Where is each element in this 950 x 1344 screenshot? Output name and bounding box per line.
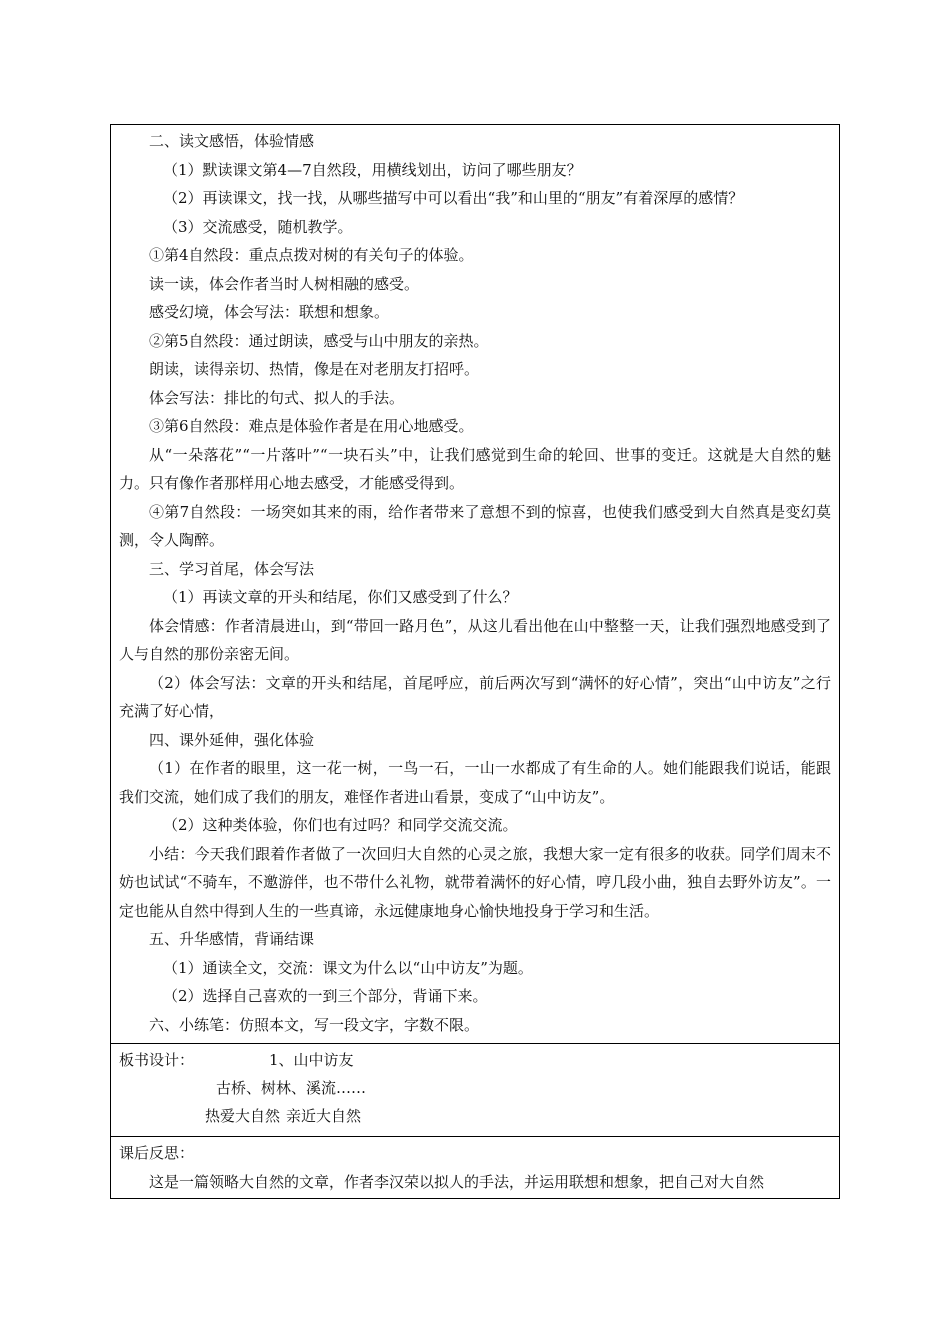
paragraph-line: 朗读，读得亲切、热情，像是在对老朋友打招呼。 <box>149 360 480 378</box>
summary-paragraph: 小结：今天我们跟着作者做了一次回归大自然的心灵之旅，我想大家一定有很多的收获。同学们周末不妨也试试“不骑车，不邀游伴，也不带什么礼物，就带着满怀的好心情，哼几段小曲，独自去野外访友”。一定也能从自然中得到人生的一些真谛，永远健康地身心愉快地投身于学习和生活。 <box>119 844 831 920</box>
board-design-cell <box>111 1044 839 1137</box>
paragraph-line: 感受幻境，体会写法：联想和想象。 <box>149 303 390 321</box>
board-row-3 <box>119 1102 831 1130</box>
board-title: 1、山中访友 <box>269 1051 354 1069</box>
section-heading: 四、课外延伸，强化体验 <box>149 730 315 749</box>
paragraph: （2）体会写法：文章的开头和结尾，首尾呼应，前后两次写到“满怀的好心情”，突出“山中访友”之行充满了好心情， <box>119 673 831 720</box>
board-line-3b: 亲近大自然 <box>286 1107 362 1125</box>
section-heading: 三、学习首尾，体会写法 <box>149 559 315 578</box>
step-line: （1）再读文章的开头和结尾，你们又感受到了什么？ <box>163 588 518 606</box>
board-row-2 <box>119 1074 831 1102</box>
reflection-cell <box>111 1137 839 1198</box>
paragraph: 从“一朵落花”“一片落叶”“一块石头”中，让我们感觉到生命的轮回、世事的变迁。这就是大自然的魅力。只有像作者那样用心地去感受，才能感受得到。 <box>119 445 831 492</box>
section-heading: 二、读文感悟，体验情感 <box>149 132 315 150</box>
paragraph-line: ②第5自然段：通过朗读，感受与山中朋友的亲热。 <box>149 331 489 350</box>
lesson-plan-table <box>110 124 840 1199</box>
paragraph: 体会情感：作者清晨进山，到“带回一路月色”，从这儿看出他在山中整整一天，让我们强烈地感受到了人与自然的那份亲密无间。 <box>119 616 831 663</box>
step-line: （2）再读课文，找一找，从哪些描写中可以看出“我”和山里的“朋友”有着深厚的感情？ <box>163 189 744 207</box>
teaching-process-cell <box>111 125 839 1044</box>
board-row-1 <box>119 1046 831 1074</box>
board-label: 板书设计： <box>119 1051 195 1069</box>
reflection-text: 这是一篇领略大自然的文章，作者李汉荣以拟人的手法，并运用联想和想象，把自己对大自然 <box>149 1172 765 1191</box>
board-line-3 <box>205 1102 361 1130</box>
step-line: （1）通读全文，交流：课文为什么以“山中访友”为题。 <box>163 958 533 977</box>
paragraph: ④第7自然段：一场突如其来的雨，给作者带来了意想不到的惊喜，也使我们感受到大自然真是变幻莫测，令人陶醉。 <box>119 502 831 549</box>
step-line: （2）选择自己喜欢的一到三个部分，背诵下来。 <box>163 987 488 1005</box>
section-heading: 六、小练笔：仿照本文，写一段文字，字数不限。 <box>149 1015 480 1034</box>
paragraph-line: ①第4自然段：重点点拨对树的有关句子的体验。 <box>149 246 474 264</box>
paragraph-line: 体会写法：排比的句式、拟人的手法。 <box>149 388 405 407</box>
board-line-3a: 热爱大自然 <box>205 1107 281 1125</box>
reflection-label: 课后反思： <box>119 1144 195 1162</box>
paragraph-line: 读一读，体会作者当时人树相融的感受。 <box>149 274 420 293</box>
step-line: （2）这种类体验，你们也有过吗？和同学交流交流。 <box>163 816 518 834</box>
section-heading: 五、升华感情，背诵结课 <box>149 930 315 948</box>
paragraph: （1）在作者的眼里，这一花一树，一鸟一石，一山一水都成了有生命的人。她们能跟我们说话，能跟我们交流，她们成了我们的朋友，难怪作者进山看景，变成了“山中访友”。 <box>119 759 831 806</box>
step-line: （3）交流感受，随机教学。 <box>163 217 353 236</box>
board-line-2: 古桥、树林、溪流…… <box>216 1079 367 1097</box>
paragraph-line: ③第6自然段：难点是体验作者是在用心地感受。 <box>149 417 474 435</box>
step-line: （1）默读课文第4—7自然段，用横线划出，访问了哪些朋友？ <box>163 160 582 179</box>
